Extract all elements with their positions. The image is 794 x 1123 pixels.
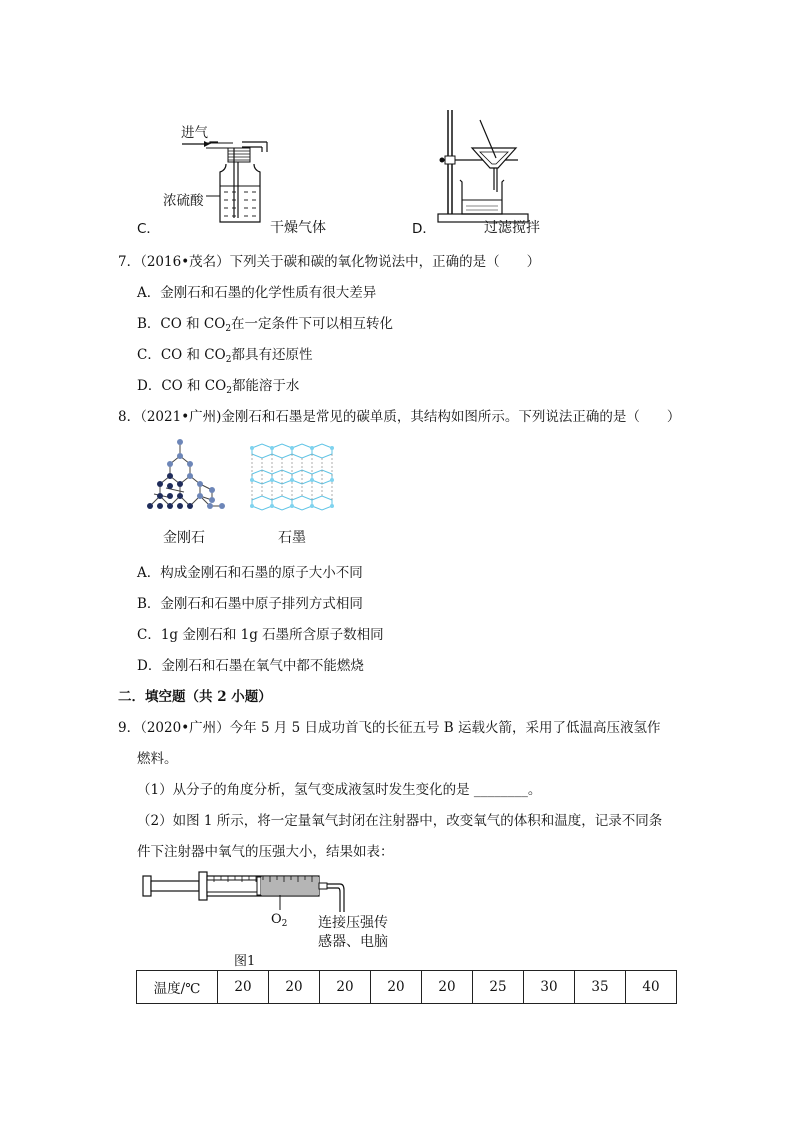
option-text: C．CO 和 CO	[137, 347, 226, 363]
o2-label	[271, 912, 287, 929]
question-8-stem: 8．（2021•广州)金刚石和石墨是常见的碳单质，其结构如图所示。下列说法正确的是（ ）	[118, 409, 681, 425]
table-header-cell: 温度/℃	[137, 971, 218, 1004]
table-cell: 40	[626, 971, 677, 1004]
acid-label: 浓硫酸	[163, 193, 204, 209]
question-8-option-c: C．1g 金刚石和 1g 石墨所含原子数相同	[137, 627, 384, 643]
question-9-stem-line2: 燃料。	[137, 751, 178, 767]
option-c-caption: 干燥气体	[270, 220, 326, 236]
figure-caption: 图1	[234, 954, 256, 969]
table-cell: 25	[473, 971, 524, 1004]
sensor-label-line2: 感器、电脑	[318, 934, 388, 950]
question-9-part2-line1: （2）如图 1 所示，将一定量氧气封闭在注射器中，改变氧气的体积和温度，记录不同条	[137, 813, 663, 829]
option-c-letter: C．	[137, 221, 160, 237]
question-8-option-d: D．金刚石和石墨在氧气中都不能燃烧	[137, 658, 364, 674]
question-7-option-a: A．金刚石和石墨的化学性质有很大差异	[137, 285, 377, 301]
table-row	[137, 971, 677, 1004]
diamond-structure-figure	[144, 436, 228, 516]
table-cell: 20	[269, 971, 320, 1004]
option-text: B．CO 和 CO	[137, 316, 226, 332]
table-cell: 20	[218, 971, 269, 1004]
table-cell: 20	[422, 971, 473, 1004]
question-7-option-b	[137, 312, 393, 334]
subscript: 2	[281, 919, 288, 929]
question-9-stem-line1: 9．（2020•广州）今年 5 月 5 日成功首飞的长征五号 B 运载火箭，采用了低温高压液氢作	[118, 720, 661, 736]
option-text: D．CO 和 CO	[137, 378, 227, 394]
syringe-figure	[140, 868, 350, 912]
question-9-part2-line2: 件下注射器中氧气的压强大小，结果如表：	[137, 844, 394, 860]
question-7-option-c	[137, 343, 312, 365]
option-text: 在一定条件下可以相互转化	[231, 316, 394, 332]
section-heading: 二．填空题（共 2 小题）	[118, 689, 272, 705]
inlet-label: 进气	[181, 125, 208, 141]
graphite-label: 石墨	[278, 530, 306, 546]
temperature-table	[136, 970, 677, 1004]
formula-text: O	[271, 912, 282, 927]
graphite-structure-figure	[246, 440, 338, 516]
table-cell: 30	[524, 971, 575, 1004]
subscript: 2	[226, 386, 232, 396]
table-cell: 35	[575, 971, 626, 1004]
subscript: 2	[225, 355, 232, 365]
question-9-part1: （1）从分子的角度分析，氢气变成液氢时发生变化的是 ________。	[137, 782, 542, 798]
question-8-option-a: A．构成金刚石和石墨的原子大小不同	[137, 565, 363, 581]
table-cell: 20	[371, 971, 422, 1004]
option-text: 都能溶于水	[231, 378, 300, 394]
question-8-option-b: B．金刚石和石墨中原子排列方式相同	[137, 596, 363, 612]
option-d-letter: D．	[412, 221, 436, 237]
diamond-label: 金刚石	[163, 530, 205, 546]
filtration-apparatus-figure	[428, 106, 532, 224]
subscript: 2	[225, 324, 232, 334]
sensor-label-line1: 连接压强传	[318, 915, 388, 931]
question-7-option-d	[137, 374, 299, 396]
option-text: 都具有还原性	[231, 347, 313, 363]
table-cell: 20	[320, 971, 371, 1004]
question-7-stem: 7．（2016•茂名）下列关于碳和碳的氧化物说法中，正确的是（ ）	[118, 254, 541, 270]
option-d-caption: 过滤搅拌	[484, 220, 540, 236]
